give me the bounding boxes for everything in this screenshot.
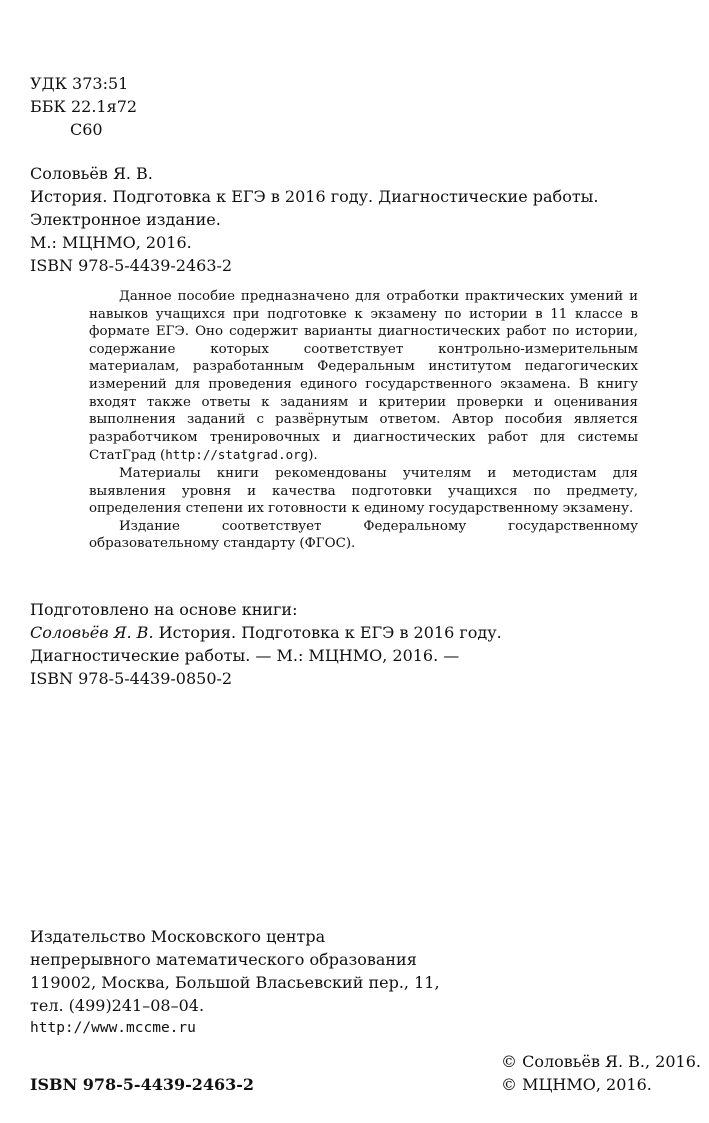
classification-block [30, 72, 137, 141]
statgrad-link[interactable]: http://statgrad.org [165, 447, 309, 463]
author-mark: С60 [70, 120, 103, 139]
based-on-title-rest: История. Подготовка к ЕГЭ в 2016 году. [153, 623, 502, 642]
publisher-info [30, 925, 440, 1040]
footer-isbn: ISBN 978-5-4439-2463-2 [30, 1075, 255, 1094]
copyright-block [501, 1050, 701, 1096]
based-on-line2: Диагностические работы. — М.: МЦНМО, 2016. — [30, 646, 460, 665]
bib-title: История. Подготовка к ЕГЭ в 2016 году. Диагностические работы. [30, 187, 599, 206]
bib-author: Соловьёв Я. В. [30, 164, 153, 183]
based-on-title [30, 621, 502, 644]
bib-record [30, 162, 599, 277]
annotation-p1-end: ). [308, 448, 318, 464]
udk-code: УДК 373:51 [30, 74, 129, 93]
publisher-line-1: Издательство Московского центра [30, 927, 326, 946]
publisher-phone: тел. (499)241–08–04. [30, 996, 205, 1015]
copyright-author: © Соловьёв Я. В., 2016. [501, 1052, 701, 1071]
based-on-isbn: ISBN 978-5-4439-0850-2 [30, 669, 233, 688]
bib-isbn: ISBN 978-5-4439-2463-2 [30, 256, 233, 275]
annotation-p1-text: Данное пособие предназначено для отработки практических умений и навыков учащихся при подготовке к экзамену по истории в 11 классе в формате ЕГЭ. Оно содержит варианты диагностических работ по истории, содержание которых соответствует контрольно-измерительным материалам, разработанным Федеральным институтом педагогических измерений для проведения единого государственного экзамена. В книгу входят также ответы к заданиям и критерии проверки и оценивания выполнения заданий с развёрнутым ответом. Автор пособия является разработчиком тренировочных и диагностических работ для системы СтатГрад ( [89, 289, 638, 464]
publisher-url[interactable]: http://www.mccme.ru [30, 1020, 196, 1036]
bib-edition: Электронное издание. [30, 210, 221, 229]
annotation-paragraph-3: Издание соответствует Федеральному государственному образовательному стандарту (ФГОС). [89, 518, 638, 552]
copyright-publisher: © МЦНМО, 2016. [501, 1075, 652, 1094]
annotation-paragraph-1 [89, 288, 638, 465]
based-on-author: Соловьёв Я. В. [30, 623, 154, 642]
annotation-paragraph-2: Материалы книги рекомендованы учителям и методистам для выявления уровня и качества подготовки учащихся по предмету, определения степени их готовности к единому государственному экзамену. [89, 465, 638, 517]
bib-publisher: М.: МЦНМО, 2016. [30, 233, 192, 252]
bbk-code: ББК 22.1я72 [30, 97, 138, 116]
based-on-block [30, 598, 502, 690]
publisher-line-2: непрерывного математического образования [30, 950, 417, 969]
publisher-address: 119002, Москва, Большой Власьевский пер., 11, [30, 973, 440, 992]
annotation [89, 288, 638, 553]
based-on-heading: Подготовлено на основе книги: [30, 600, 298, 619]
